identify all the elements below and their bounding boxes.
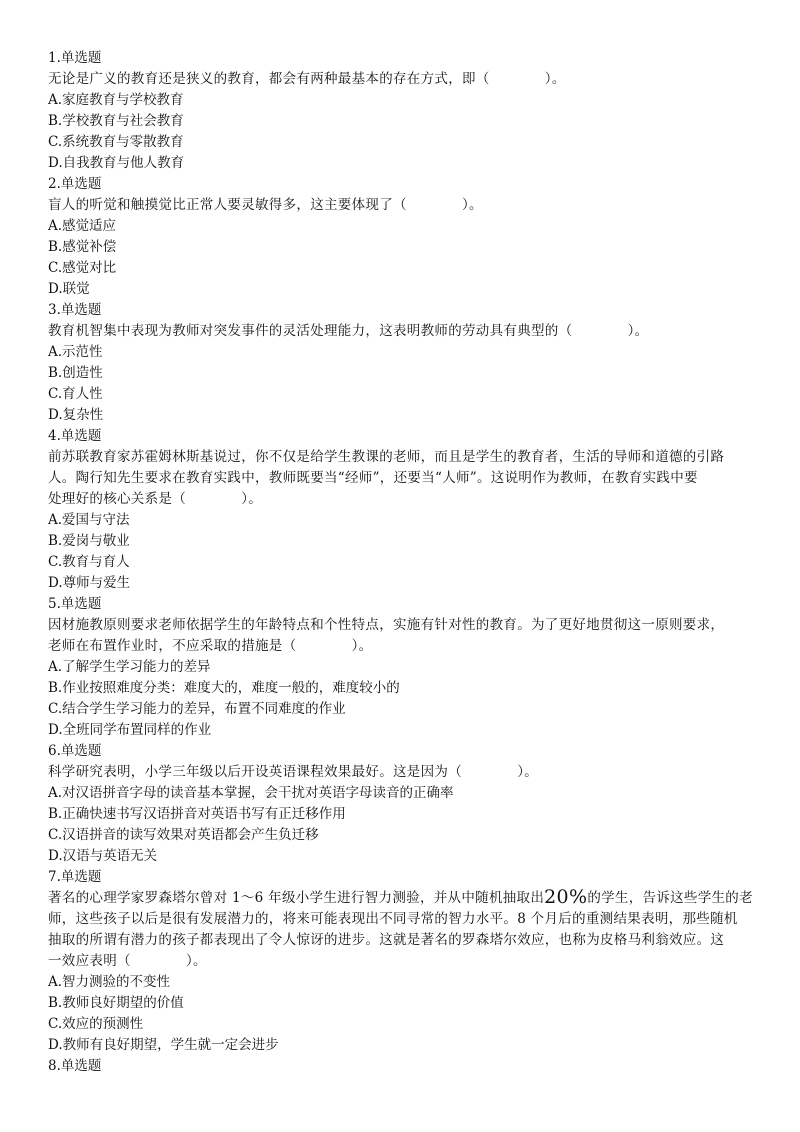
option-d: D.自我教育与他人教育 bbox=[48, 155, 185, 171]
option-a: A.智力测验的不变性 bbox=[48, 974, 171, 990]
question-1 bbox=[48, 48, 768, 174]
question-2 bbox=[48, 174, 768, 300]
option-c: C.效应的预测性 bbox=[48, 1016, 144, 1032]
option-c: C.感觉对比 bbox=[48, 260, 117, 276]
question-stem-line-3: 抽取的所谓有潜力的孩子都表现出了令人惊讶的进步。这就是著名的罗森塔尔效应，也称为皮格马利翁效应。这 bbox=[48, 932, 725, 948]
option-d: D.教师有良好期望，学生就一定会进步 bbox=[48, 1037, 279, 1053]
question-stem-line-2: 人。陶行知先生要求在教育实践中，教师既要当“经师”，还要当“人师”。这说明作为教师，在教育实践中要 bbox=[48, 470, 698, 486]
question-stem: 科学研究表明，小学三年级以后开设英语课程效果最好。这是因为（ ）。 bbox=[48, 764, 539, 780]
question-stem-line-2: 老师在布置作业时，不应采取的措施是（ ）。 bbox=[48, 638, 373, 654]
option-d: D.复杂性 bbox=[48, 407, 104, 423]
option-b: B.爱岗与敬业 bbox=[48, 533, 130, 549]
option-a: A.爱国与守法 bbox=[48, 512, 130, 528]
question-stem-line-1 bbox=[48, 888, 768, 909]
question-3 bbox=[48, 300, 768, 426]
question-header: 4.单选题 bbox=[48, 428, 102, 444]
option-c: C.育人性 bbox=[48, 386, 103, 402]
option-c: C.结合学生学习能力的差异，布置不同难度的作业 bbox=[48, 701, 346, 717]
option-c: C.系统教育与零散教育 bbox=[48, 134, 184, 150]
question-header: 2.单选题 bbox=[48, 176, 102, 192]
option-d: D.尊师与爱生 bbox=[48, 575, 131, 591]
question-document bbox=[48, 48, 768, 1077]
stem-text-after: 的学生，告诉这些学生的老 bbox=[587, 890, 753, 906]
option-d: D.全班同学布置同样的作业 bbox=[48, 722, 212, 738]
question-7 bbox=[48, 867, 768, 1056]
option-a: A.示范性 bbox=[48, 344, 103, 360]
option-b: B.正确快速书写汉语拼音对英语书写有正迁移作用 bbox=[48, 806, 346, 822]
option-a: A.感觉适应 bbox=[48, 218, 117, 234]
option-b: B.创造性 bbox=[48, 365, 103, 381]
percentage-value: 20% bbox=[544, 886, 588, 908]
question-stem-line-1: 前苏联教育家苏霍姆林斯基说过，你不仅是给学生教课的老师，而且是学生的教育者，生活的导师和道德的引路 bbox=[48, 449, 725, 465]
question-header: 5.单选题 bbox=[48, 596, 102, 612]
option-b: B.感觉补偿 bbox=[48, 239, 117, 255]
question-header: 6.单选题 bbox=[48, 743, 102, 759]
question-stem-line-2: 师，这些孩子以后是很有发展潜力的，将来可能表现出不同寻常的智力水平。8 个月后的重测结果表明，那些随机 bbox=[48, 911, 738, 927]
option-d: D.联觉 bbox=[48, 281, 90, 297]
option-b: B.学校教育与社会教育 bbox=[48, 113, 184, 129]
question-stem-line-1: 因材施教原则要求老师依据学生的年龄特点和个性特点，实施有针对性的教育。为了更好地贯彻这一原则要求， bbox=[48, 617, 725, 633]
option-a: A.对汉语拼音字母的读音基本掌握，会干扰对英语字母读音的正确率 bbox=[48, 785, 454, 801]
option-c: C.汉语拼音的读写效果对英语都会产生负迁移 bbox=[48, 827, 319, 843]
question-header: 3.单选题 bbox=[48, 302, 102, 318]
question-header: 1.单选题 bbox=[48, 50, 102, 66]
question-4 bbox=[48, 426, 768, 594]
option-c: C.教育与育人 bbox=[48, 554, 130, 570]
question-stem-line-4: 一效应表明（ ）。 bbox=[48, 953, 207, 969]
option-b: B.教师良好期望的价值 bbox=[48, 995, 184, 1011]
option-b: B.作业按照难度分类：难度大的，难度一般的，难度较小的 bbox=[48, 680, 400, 696]
stem-text-before: 著名的心理学家罗森塔尔曾对 1～6 年级小学生进行智力测验，并从中随机抽取出 bbox=[48, 890, 545, 906]
question-header: 8.单选题 bbox=[48, 1058, 102, 1074]
option-a: A.了解学生学习能力的差异 bbox=[48, 659, 211, 675]
question-6 bbox=[48, 741, 768, 867]
option-d: D.汉语与英语无关 bbox=[48, 848, 158, 864]
question-stem: 教育机智集中表现为教师对突发事件的灵活处理能力，这表明教师的劳动具有典型的（ ）。 bbox=[48, 323, 649, 339]
question-stem: 盲人的听觉和触摸觉比正常人要灵敏得多，这主要体现了（ ）。 bbox=[48, 197, 483, 213]
question-5 bbox=[48, 594, 768, 741]
question-stem-line-3: 处理好的核心关系是（ ）。 bbox=[48, 491, 263, 507]
question-8 bbox=[48, 1056, 768, 1077]
question-header: 7.单选题 bbox=[48, 869, 102, 885]
question-stem: 无论是广义的教育还是狭义的教育，都会有两种最基本的存在方式，即（ ）。 bbox=[48, 71, 566, 87]
option-a: A.家庭教育与学校教育 bbox=[48, 92, 184, 108]
